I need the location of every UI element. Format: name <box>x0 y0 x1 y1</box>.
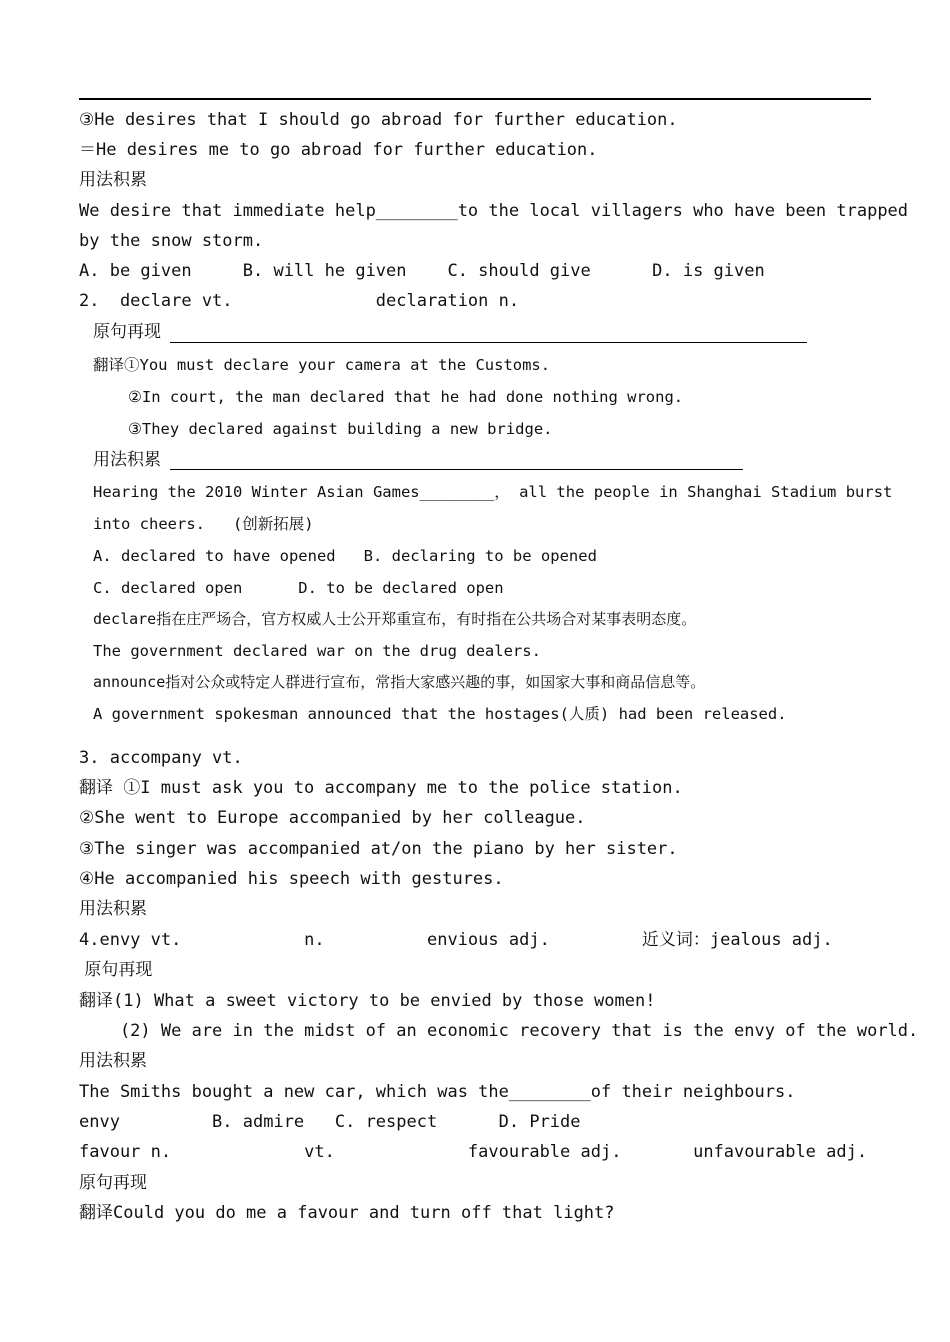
section-heading: 原句再现 <box>93 322 161 342</box>
translation-sentence: (2) We are in the midst of an economic recovery that is the envy of the world. <box>79 1021 919 1041</box>
translation-sentence: ②In court, the man declared that he had done nothing wrong. <box>128 388 684 406</box>
example-sentence: ＝He desires me to go abroad for further education. <box>79 140 598 160</box>
vocab-heading: 4.envy vt. n. envious adj. 近义词：jealous adj. <box>79 930 833 950</box>
vocab-heading: 2. declare vt. declaration n. <box>79 291 520 311</box>
translation-sentence: ②She went to Europe accompanied by her colleague. <box>79 808 586 828</box>
top-rule <box>79 98 871 100</box>
answer-line <box>170 469 743 470</box>
exercise-question: by the snow storm. <box>79 231 264 251</box>
exercise-question: Hearing the 2010 Winter Asian Games________， all the people in Shanghai Stadium burst <box>93 483 893 501</box>
exercise-options: C. declared open D. to be declared open <box>93 579 504 597</box>
vocab-heading: favour n. vt. favourable adj. unfavourable adj. <box>79 1142 868 1162</box>
translation-sentence: 翻译 ①I must ask you to accompany me to the police station. <box>79 778 683 798</box>
answer-line <box>170 342 807 343</box>
translation-sentence: 翻译Could you do me a favour and turn off that light? <box>79 1203 615 1223</box>
example-sentence: ③He desires that I should go abroad for further education. <box>79 110 678 130</box>
exercise-options: A. declared to have opened B. declaring to be opened <box>93 547 597 565</box>
translation-sentence: ③They declared against building a new bridge. <box>128 420 553 438</box>
translation-sentence: 翻译(1) What a sweet victory to be envied by those women! <box>79 991 656 1011</box>
vocab-heading: 3. accompany vt. <box>79 748 243 768</box>
translation-sentence: 翻译①You must declare your camera at the Customs. <box>93 356 551 374</box>
exercise-question: into cheers. (创新拓展) <box>93 515 314 533</box>
exercise-question: We desire that immediate help________to the local villagers who have been trapped <box>79 201 909 221</box>
exercise-options: envy B. admire C. respect D. Pride <box>79 1112 581 1132</box>
section-heading: 原句再现 <box>79 1173 147 1193</box>
example-sentence: The government declared war on the drug dealers. <box>93 642 541 660</box>
section-heading: 用法积累 <box>79 899 147 919</box>
exercise-options: A. be given B. will he given C. should give D. is given <box>79 261 765 281</box>
section-heading: 用法积累 <box>79 1051 147 1071</box>
usage-note: declare指在庄严场合，官方权威人士公开郑重宣布，有时指在公共场合对某事表明态度。 <box>93 610 697 628</box>
exercise-question: The Smiths bought a new car, which was the________of their neighbours. <box>79 1082 796 1102</box>
translation-sentence: ④He accompanied his speech with gestures. <box>79 869 504 889</box>
usage-note: announce指对公众或特定人群进行宣布，常指大家感兴趣的事，如国家大事和商品信息等。 <box>93 673 706 691</box>
section-heading: 用法积累 <box>79 170 147 190</box>
example-sentence: A government spokesman announced that the hostages(人质) had been released. <box>93 705 787 723</box>
section-heading: 用法积累 <box>93 450 161 470</box>
translation-sentence: ③The singer was accompanied at/on the piano by her sister. <box>79 839 678 859</box>
section-heading: 原句再现 <box>79 960 153 980</box>
